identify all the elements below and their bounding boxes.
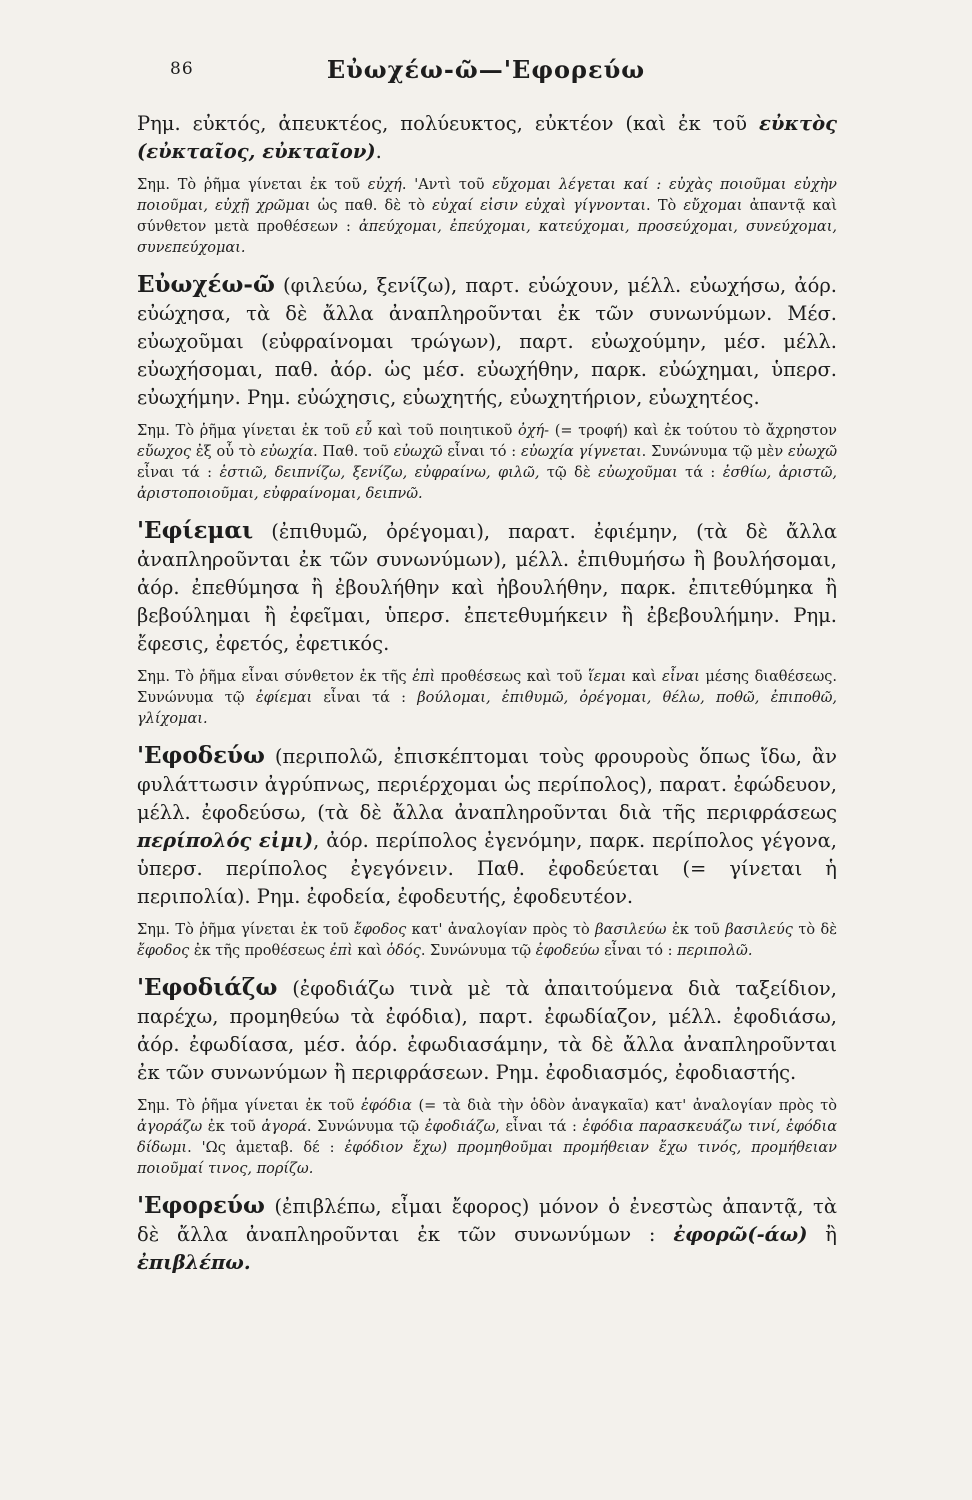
text-run: ἵεμαι	[588, 669, 627, 685]
text-run: Ρημ. εὐκτός, ἀπευκτέος, πολύευκτος, εὐκτέον (καὶ ἐκ τοῦ	[137, 112, 759, 135]
text-run: εὐωχῶ	[787, 444, 838, 460]
page-body	[137, 110, 837, 1277]
text-run: (ἐφοδιάζω τινὰ μὲ τὰ ἀπαιτούμενα διὰ ταξείδιον, παρέχω, προμηθεύω τὰ ἐφόδια), παρτ. ἐφωδίαζον, μέλλ. ἐφοδιάσω, ἀόρ. ἐφωδίασα, μέσ. ἀόρ. ἐφωδιασάμην, τὰ δὲ ἄλλα ἀναπληροῦνται ἐκ τῶν συνωνύμων ἢ περιφράσεων. Ρημ. ἐφοδιασμός, ἐφοδιαστής.	[137, 977, 837, 1084]
text-run: ὁδός	[386, 943, 421, 959]
text-run: . 'Αντὶ τοῦ	[401, 177, 493, 193]
text-run: καὶ	[352, 943, 387, 959]
text-run: εἶναι τά :	[137, 465, 220, 481]
text-run: ἑστιῶ, δειπνίζω, ξενίζω, εὐφραίνω, φιλῶ,	[219, 465, 540, 481]
text-run: ἐκ τοῦ	[202, 1119, 262, 1135]
text-run: τῷ δὲ	[539, 465, 599, 481]
text-run: εὐωχῶ	[393, 444, 443, 460]
text-run: ὡς παθ. δὲ τὸ	[310, 198, 433, 214]
entry-ephodeuo	[137, 742, 837, 911]
text-run: εἶναι τό :	[599, 943, 678, 959]
entry-continuation	[137, 110, 837, 166]
text-run: εὐωχοῦμαι	[598, 465, 678, 481]
text-run: ἐξ οὗ τὸ	[191, 444, 261, 460]
text-run: (φιλεύω, ξενίζω), παρτ. εὐώχουν, μέλλ. εὐωχήσω, ἀόρ. εὐώχησα, τὰ δὲ ἄλλα ἀναπληροῦνται ἐκ τῶν συνωνύμων. Μέσ. εὐωχοῦμαι (εὐφραίνομαι τρώγων), παρτ. εὐωχούμην, μέσ. μέλλ. εὐωχήσομαι, παθ. ἀόρ. ὡς μέσ. εὐωχήθην, παρκ. εὐώχημαι, ὑπερσ. εὐωχήμην. Ρημ. εὐώχησις, εὐωχητής, εὐωχητήριον, εὐωχητέος.	[137, 274, 837, 409]
text-run: ἐφόδια παρασκευάζω τινί, ἐφόδια δίδωμι	[137, 1119, 837, 1156]
running-title: Εὐωχέω-ῶ—'Εφορεύω	[326, 55, 646, 84]
entry-note	[137, 421, 837, 505]
text-run: καὶ τοῦ ποιητικοῦ	[372, 423, 518, 439]
text-run: (ἐπιβλέπω, εἶμαι ἔφορος) μόνον ὁ ἐνεστὼς ἀπαντᾷ, τὰ δὲ ἄλλα ἀναπληροῦνται ἐκ τῶν συνωνύμων :	[137, 1195, 837, 1246]
text-run: κατ' ἀναλογίαν πρὸς τὸ	[406, 922, 596, 938]
text-run: ἀγοράζω	[137, 1119, 203, 1135]
text-run: εὔωχος	[137, 444, 192, 460]
text-run: (περιπολῶ, ἐπισκέπτομαι τοὺς φρουροὺς ὅπως ἴδω, ἂν φυλάττωσιν ἀγρύπνως, περιέρχομαι ὡς περίπολος), παρατ. ἐφώδευον, μέλλ. ἐφοδεύσω, (τὰ δὲ ἄλλα ἀναπληροῦνται διὰ τῆς περιφράσεως	[137, 745, 837, 824]
text-run: . Συνώνυμα τῷ	[306, 1119, 425, 1135]
text-run: Σημ. Τὸ ῥῆμα γίνεται ἐκ τοῦ	[137, 177, 368, 193]
lemma: 'Εφορεύω	[137, 1192, 265, 1219]
text-run: ἐπὶ	[412, 669, 436, 685]
page-header	[0, 55, 972, 91]
text-run: εἶναι	[662, 669, 700, 685]
entry-note	[137, 920, 837, 962]
text-run: Σημ. Τὸ ῥῆμα εἶναι σύνθετον ἐκ τῆς	[137, 669, 413, 685]
text-run: εὔχομαι	[683, 198, 743, 214]
text-run: εὐωχία γίγνεται	[521, 444, 642, 460]
entry-ephodiazo	[137, 974, 837, 1087]
text-run: εἶναι τά :	[312, 690, 418, 706]
text-run: . Συνώνυμα τῷ μὲν	[641, 444, 788, 460]
entry-ephiemai	[137, 517, 837, 658]
text-run: . Τὸ	[646, 198, 684, 214]
text-run: περίπολός εἰμι)	[137, 829, 314, 852]
text-run: ἐφορῶ(-άω)	[673, 1223, 808, 1246]
text-run: ἔφοδος	[137, 943, 190, 959]
text-run: εὔχομαι λέγεται καί : εὐχὰς ποιοῦμαι εὐχὴν ποιοῦμαι, εὐχῇ χρῶμαι	[137, 177, 838, 214]
text-run: (ἐπιθυμῶ, ὀρέγομαι), παρατ. ἐφιέμην, (τὰ δὲ ἄλλα ἀναπληροῦνται ἐκ τῶν συνωνύμων), μέλλ. ἐπιθυμήσω ἢ βουλήσομαι, ἀόρ. ἐπεθύμησα ἢ ἐβουλήθην καὶ ἠβουλήθην, παρκ. ἐπιτεθύμηκα ἢ βεβούλημαι ἢ ἐφεῖμαι, ὑπερσ. ἐπετεθυμήκειν ἢ ἐβεβουλήμην. Ρημ. ἔφεσις, ἐφετός, ἐφετικός.	[137, 520, 837, 655]
text-run: εἶναι τό :	[442, 444, 522, 460]
text-run: ἐφοδεύω	[535, 943, 600, 959]
text-run: τά :	[677, 465, 723, 481]
text-run: εὐχαί εἰσιν εὐχαὶ γίγνονται	[432, 198, 647, 214]
text-run: Σημ. Τὸ ῥῆμα γίνεται ἐκ τοῦ	[137, 922, 354, 938]
text-run: τὸ δὲ	[792, 922, 838, 938]
text-run: Σημ. Τὸ ῥῆμα γίνεται ἐκ τοῦ	[137, 423, 356, 439]
text-run: ἐπιβλέπω.	[137, 1251, 251, 1274]
text-run: εὐωχία	[260, 444, 314, 460]
text-run: περιπολῶ.	[677, 943, 753, 959]
lemma: 'Εφοδιάζω	[137, 974, 278, 1001]
text-run: ἐσθίω, ἀριστῶ, ἀριστοποιοῦμαι, εὐφραίνομαι, δειπνῶ.	[137, 465, 838, 502]
text-run: .	[375, 140, 382, 163]
lemma: Εὐωχέω-ῶ	[137, 271, 275, 298]
text-run: . Παθ. τοῦ	[313, 444, 394, 460]
text-run: εὐχή	[367, 177, 402, 193]
entry-note	[137, 1096, 837, 1180]
text-run: καὶ	[626, 669, 663, 685]
lemma: 'Εφοδεύω	[137, 742, 265, 769]
lemma: 'Εφίεμαι	[137, 517, 254, 544]
text-run: (= τροφή) καὶ ἐκ τούτου τὸ ἄχρηστον	[549, 423, 837, 439]
text-run: ἐφίεμαι	[255, 690, 313, 706]
text-run: . Συνώνυμα τῷ	[420, 943, 536, 959]
text-run: ἀπεύχομαι, ἐπεύχομαι, κατεύχομαι, προσεύχομαι, συνεύχομαι, συνεπεύχομαι.	[137, 219, 837, 256]
text-run: , ἀόρ. περίπολος ἐγενόμην, παρκ. περίπολος γέγονα, ὑπερσ. περίπολος ἐγεγόνειν. Παθ. ἐφοδεύεται (= γίνεται ἡ περιπολία). Ρημ. ἐφοδεία, ἐφοδευτής, ἐφοδευτέον.	[137, 829, 837, 908]
text-run: μέσης διαθέσεως. Συνώνυμα τῷ	[137, 669, 837, 706]
text-run: ὀχή-	[517, 423, 550, 439]
text-run: βούλομαι, ἐπιθυμῶ, ὀρέγομαι, θέλω, ποθῶ, ἐπιποθῶ, γλίχομαι.	[137, 690, 838, 727]
entry-note	[137, 667, 837, 730]
text-run: βασιλεύς	[725, 922, 793, 938]
text-run: εὖ	[355, 423, 373, 439]
text-run: ἐκ τῆς προθέσεως	[189, 943, 330, 959]
text-run: (= τὰ διὰ τὴν ὁδὸν ἀναγκαῖα) κατ' ἀναλογίαν πρὸς τὸ	[411, 1098, 837, 1114]
text-run: ἐπὶ	[329, 943, 353, 959]
text-run: εὐκτὸς (εὐκταῖος, εὐκταῖον)	[137, 112, 837, 163]
text-run: ἀπαντᾷ καὶ σύνθετον μετὰ προθέσεων :	[137, 198, 838, 235]
page-number: 86	[170, 59, 194, 79]
text-run: ἐφοδιάζω	[424, 1119, 496, 1135]
text-run: ἢ	[807, 1223, 837, 1246]
text-run: ἐφόδιον ἔχω) προμηθοῦμαι προμήθειαν ἔχω τινός, προμήθειαν ποιοῦμαί τινος, πορίζω.	[137, 1140, 837, 1177]
text-run: Σημ. Τὸ ῥῆμα γίνεται ἐκ τοῦ	[137, 1098, 361, 1114]
text-run: προθέσεως καὶ τοῦ	[435, 669, 588, 685]
text-run: ἔφοδος	[353, 922, 407, 938]
text-run: ἀγορά	[261, 1119, 307, 1135]
text-run: βασιλεύω	[595, 922, 667, 938]
text-run: ἐκ τοῦ	[666, 922, 726, 938]
text-run: . 'Ως ἀμεταβ. δέ :	[187, 1140, 345, 1156]
text-run: ἐφόδια	[360, 1098, 412, 1114]
text-run: , εἶναι τά :	[495, 1119, 583, 1135]
entry-note	[137, 175, 837, 259]
entry-ephoreuo	[137, 1192, 837, 1277]
entry-euocheo	[137, 271, 837, 412]
